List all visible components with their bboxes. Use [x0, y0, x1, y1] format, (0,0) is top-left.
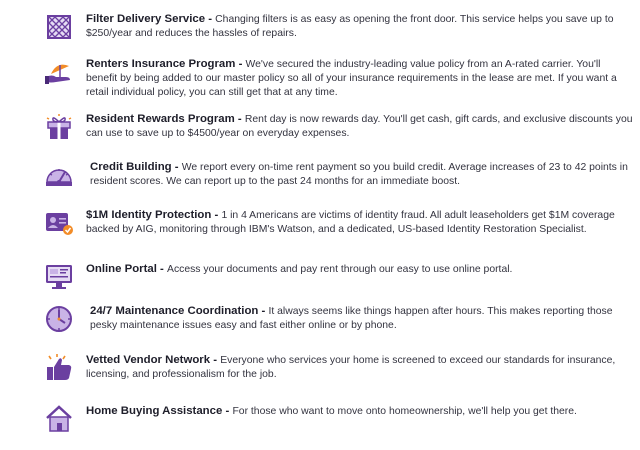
feature-item-online-portal	[44, 262, 634, 308]
feature-title: Home Buying Assistance	[86, 405, 223, 417]
id-card-icon	[44, 208, 74, 238]
feature-text	[86, 262, 634, 277]
feature-title: Resident Rewards Program	[86, 113, 235, 125]
feature-item-maintenance-coordination	[44, 304, 634, 350]
feature-item-identity-protection	[44, 208, 634, 254]
feature-separator: -	[234, 113, 245, 125]
feature-description: Everyone who services your home is screened to exceed our standards for insurance, licensing, and professionalism for the job.	[86, 355, 616, 380]
feature-separator: -	[222, 405, 233, 417]
feature-text	[86, 112, 634, 141]
monitor-icon	[44, 262, 74, 292]
house-icon	[44, 404, 74, 434]
feature-title: 24/7 Maintenance Coordination	[90, 305, 259, 317]
feature-separator: -	[235, 58, 246, 70]
feature-separator: -	[258, 305, 269, 317]
feature-description: We've secured the industry-leading value policy from an A-rated carrier. You'll benefit by being added to our master policy so all of your insurance requirements in the lease are met. If you want a retail individual policy, you can still get that at any time.	[86, 59, 617, 98]
feature-text	[86, 353, 634, 382]
feature-description: Rent day is now rewards day. You'll get cash, gift cards, and exclusive discounts you can use to save up to $4500/year on everyday expenses.	[86, 114, 633, 139]
feature-title: Credit Building	[90, 161, 172, 173]
feature-description: We report every on-time rent payment so you build credit. Average increases of 23 to 42 points in resident scores. We can report up to the past 24 months for an immediate boost.	[90, 162, 628, 187]
feature-text	[90, 160, 634, 189]
feature-description: 1 in 4 Americans are victims of identity fraud. All adult leaseholders get $1M coverage backed by AIG, monitoring through IBM's Watson, and a dedicated, US-based Identity Restoration Specialist.	[86, 210, 615, 235]
feature-separator: -	[171, 161, 182, 173]
feature-description: It always seems like things happen after hours. This makes reporting those pesky maintenance issues easy and fast either online or by phone.	[90, 306, 613, 331]
feature-item-vetted-vendor	[44, 353, 634, 399]
thumbs-up-icon	[44, 353, 74, 383]
umbrella-icon	[44, 57, 74, 87]
feature-text	[86, 404, 634, 419]
clock-icon	[44, 304, 74, 334]
feature-separator: -	[211, 209, 222, 221]
feature-item-resident-rewards	[44, 112, 634, 158]
feature-separator: -	[210, 354, 221, 366]
feature-text	[86, 208, 634, 237]
credit-gauge-icon	[44, 160, 74, 190]
feature-description: Access your documents and pay rent through our easy to use online portal.	[167, 264, 513, 275]
feature-separator: -	[156, 263, 168, 275]
feature-description: Changing filters is as easy as opening the front door. This service helps you save up to $250/year and reduces the hassles of repairs.	[86, 14, 614, 39]
feature-title: Vetted Vendor Network	[86, 354, 211, 366]
feature-title: Renters Insurance Program	[86, 58, 236, 70]
feature-title: $1M Identity Protection	[86, 209, 212, 221]
feature-item-filter-delivery	[44, 12, 634, 58]
feature-text	[90, 304, 634, 333]
feature-item-home-buying	[44, 404, 634, 450]
feature-text	[86, 57, 634, 100]
feature-title: Filter Delivery Service	[86, 13, 206, 25]
filter-icon	[44, 12, 74, 42]
feature-separator: -	[205, 13, 216, 25]
feature-title: Online Portal	[86, 263, 157, 275]
feature-item-renters-insurance	[44, 57, 634, 103]
gift-icon	[44, 112, 74, 142]
feature-description: For those who want to move onto homeownership, we'll help you get there.	[232, 406, 577, 417]
feature-text	[86, 12, 634, 41]
feature-item-credit-building	[44, 160, 634, 206]
